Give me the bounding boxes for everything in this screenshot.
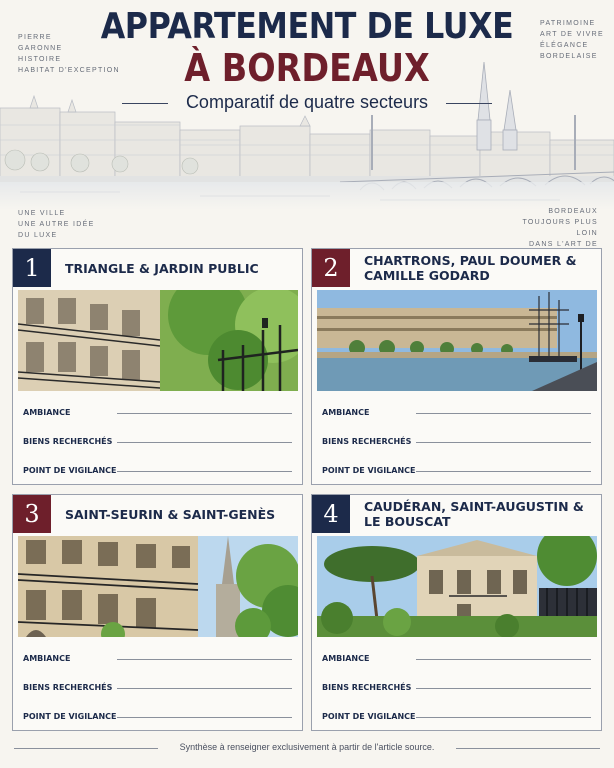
write-line[interactable]	[416, 442, 591, 443]
field-label: AMBIANCE	[322, 408, 370, 417]
page-title-line-1: APPARTEMENT DE LUXE	[100, 6, 514, 47]
write-line[interactable]	[416, 717, 591, 718]
card-title: CHARTRONS, PAUL DOUMER & CAMILLE GODARD	[364, 253, 577, 283]
write-line[interactable]	[117, 688, 292, 689]
note-line: DANS L'ART DE	[529, 241, 598, 248]
card-number-badge: 4	[312, 495, 350, 533]
write-line[interactable]	[117, 413, 292, 414]
card-number-badge: 2	[312, 249, 350, 287]
note-line: PIERRE	[18, 34, 52, 41]
write-line[interactable]	[416, 688, 591, 689]
page-title-line-2: À BORDEAUX	[184, 46, 430, 90]
field-biens-recherches[interactable]	[23, 678, 292, 692]
field-label: BIENS RECHERCHÉS	[23, 683, 113, 692]
note-line: BORDEAUX	[548, 208, 598, 215]
card-title: TRIANGLE & JARDIN PUBLIC	[65, 260, 259, 276]
card-photo-facade-garden	[18, 290, 298, 391]
write-line[interactable]	[117, 717, 292, 718]
write-line[interactable]	[117, 471, 292, 472]
field-point-de-vigilance[interactable]	[23, 707, 292, 721]
note-line: ART DE VIVRE	[540, 31, 604, 38]
sector-card-4	[311, 494, 602, 731]
field-biens-recherches[interactable]	[322, 678, 591, 692]
note-left-top	[18, 32, 120, 76]
field-biens-recherches[interactable]	[322, 432, 591, 446]
field-label: POINT DE VIGILANCE	[23, 712, 117, 721]
card-photo-quays-ship	[317, 290, 597, 391]
note-line: BORDELAISE	[540, 53, 598, 60]
write-line[interactable]	[416, 413, 591, 414]
card-photo-villa-pines	[317, 536, 597, 637]
note-line: ÉLÉGANCE	[540, 42, 589, 49]
sector-card-2	[311, 248, 602, 485]
sector-card-3	[12, 494, 303, 731]
card-photo-balconies-spire	[18, 536, 298, 637]
field-ambiance[interactable]	[23, 649, 292, 663]
note-line: GARONNE	[18, 45, 63, 52]
field-label: BIENS RECHERCHÉS	[23, 437, 113, 446]
note-line: UNE VILLE	[18, 210, 66, 217]
field-label: BIENS RECHERCHÉS	[322, 437, 412, 446]
note-right-top	[540, 18, 604, 62]
field-ambiance[interactable]	[322, 403, 591, 417]
field-label: POINT DE VIGILANCE	[23, 466, 117, 475]
card-title: CAUDÉRAN, SAINT-AUGUSTIN & LE BOUSCAT	[364, 499, 584, 529]
field-label: AMBIANCE	[23, 654, 71, 663]
field-ambiance[interactable]	[23, 403, 292, 417]
sector-card-1	[12, 248, 303, 485]
field-label: AMBIANCE	[322, 654, 370, 663]
note-left-bottom	[18, 208, 95, 241]
write-line[interactable]	[416, 471, 591, 472]
header	[0, 0, 614, 248]
field-ambiance[interactable]	[322, 649, 591, 663]
field-label: AMBIANCE	[23, 408, 71, 417]
note-line: HISTOIRE	[18, 56, 62, 63]
field-point-de-vigilance[interactable]	[322, 461, 591, 475]
write-line[interactable]	[117, 442, 292, 443]
field-label: POINT DE VIGILANCE	[322, 466, 416, 475]
write-line[interactable]	[416, 659, 591, 660]
field-label: POINT DE VIGILANCE	[322, 712, 416, 721]
field-point-de-vigilance[interactable]	[23, 461, 292, 475]
write-line[interactable]	[117, 659, 292, 660]
note-line: PATRIMOINE	[540, 20, 596, 27]
card-number-badge: 1	[13, 249, 51, 287]
page-subtitle: Comparatif de quatre secteurs	[180, 92, 434, 113]
note-line: DU LUXE	[18, 232, 58, 239]
card-title: SAINT-SEURIN & SAINT-GENÈS	[65, 506, 276, 522]
note-line: HABITAT D'EXCEPTION	[18, 67, 120, 74]
card-number-badge: 3	[13, 495, 51, 533]
field-label: BIENS RECHERCHÉS	[322, 683, 412, 692]
field-point-de-vigilance[interactable]	[322, 707, 591, 721]
footer-note: Synthèse à renseigner exclusivement à partir de l'article source.	[179, 742, 435, 752]
note-line: TOUJOURS PLUS LOIN	[522, 219, 598, 237]
field-biens-recherches[interactable]	[23, 432, 292, 446]
note-line: UNE AUTRE IDÉE	[18, 221, 95, 228]
